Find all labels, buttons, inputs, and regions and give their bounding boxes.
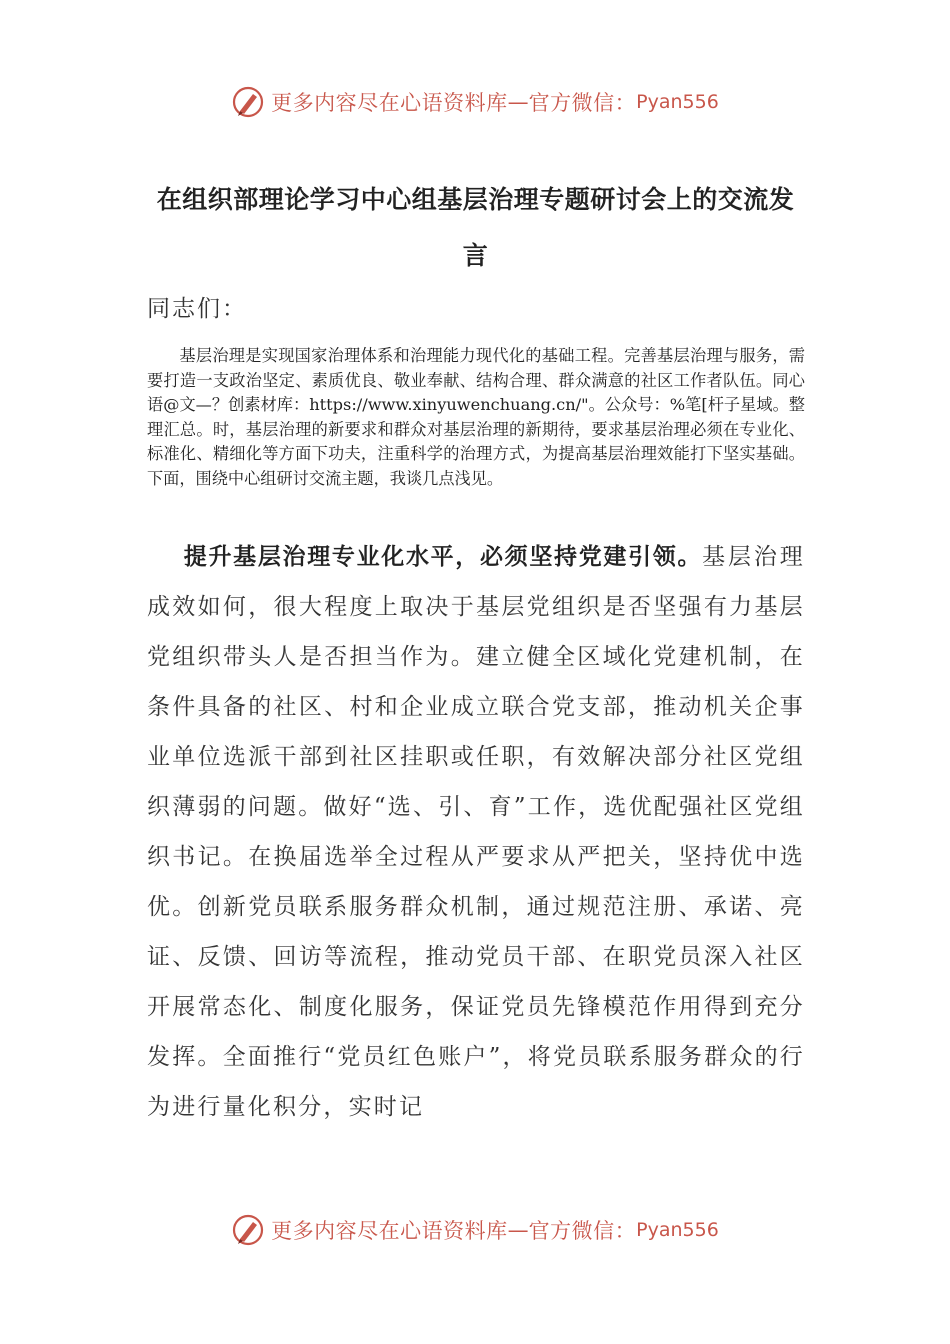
document-title: 在组织部理论学习中心组基层治理专题研讨会上的交流发言	[156, 185, 795, 270]
section-1-body: 基层治理成效如何，很大程度上取决于基层党组织是否坚强有力基层党组织带头人是否担当作为。建立健全区域化党建机制，在条件具备的社区、村和企业成立联合党支部，推动机关企事业单位选派干部到社区挂职或任职，有效解决部分社区党组织薄弱的问题。做好“选、引、育”工作，选优配强社区党组织书记。在换届选举全过程从严要求从严把关，坚持优中选优。创新党员联系服务群众机制，通过规范注册、承诺、亮证、反馈、回访等流程，推动党员干部、在职党员深入社区开展常态化、制度化服务，保证党员先锋模范作用得到充分发挥。全面推行“党员红色账户”，将党员联系服务群众的行为进行量化积分，实时记	[147, 544, 805, 1120]
footer-banner	[0, 1210, 950, 1250]
banner-label: 官方微信：	[528, 1219, 637, 1243]
salutation: 同志们：	[147, 296, 247, 322]
banner-text: 更多内容尽在心语资料库	[271, 1219, 508, 1243]
banner-separator: —	[507, 90, 529, 114]
banner-label: 官方微信：	[528, 91, 637, 115]
section-1-paragraph	[147, 532, 805, 1132]
banner-wechat-id: Pyan556	[636, 91, 719, 113]
pen-circle-icon	[231, 1213, 265, 1247]
header-banner	[0, 82, 950, 122]
banner-wechat-id: Pyan556	[636, 1219, 719, 1241]
banner-text: 更多内容尽在心语资料库	[271, 91, 508, 115]
pen-circle-icon	[231, 85, 265, 119]
intro-paragraph: 基层治理是实现国家治理体系和治理能力现代化的基础工程。完善基层治理与服务，需要打造一支政治坚定、素质优良、敬业奉献、结构合理、群众满意的社区工作者队伍。同心语@文—？创素材库：https://www.xinyuwenchuang.cn/"。公众号：%笔[杆子星域。整理汇总。时，基层治理的新要求和群众对基层治理的新期待，要求基层治理必须在专业化、标准化、精细化等方面下功夫，注重科学的治理方式，为提高基层治理效能打下坚实基础。下面，围绕中心组研讨交流主题，我谈几点浅见。	[147, 346, 805, 488]
banner-separator: —	[507, 1218, 529, 1242]
section-1-lead: 提升基层治理专业化水平，必须坚持党建引领。	[183, 544, 703, 570]
